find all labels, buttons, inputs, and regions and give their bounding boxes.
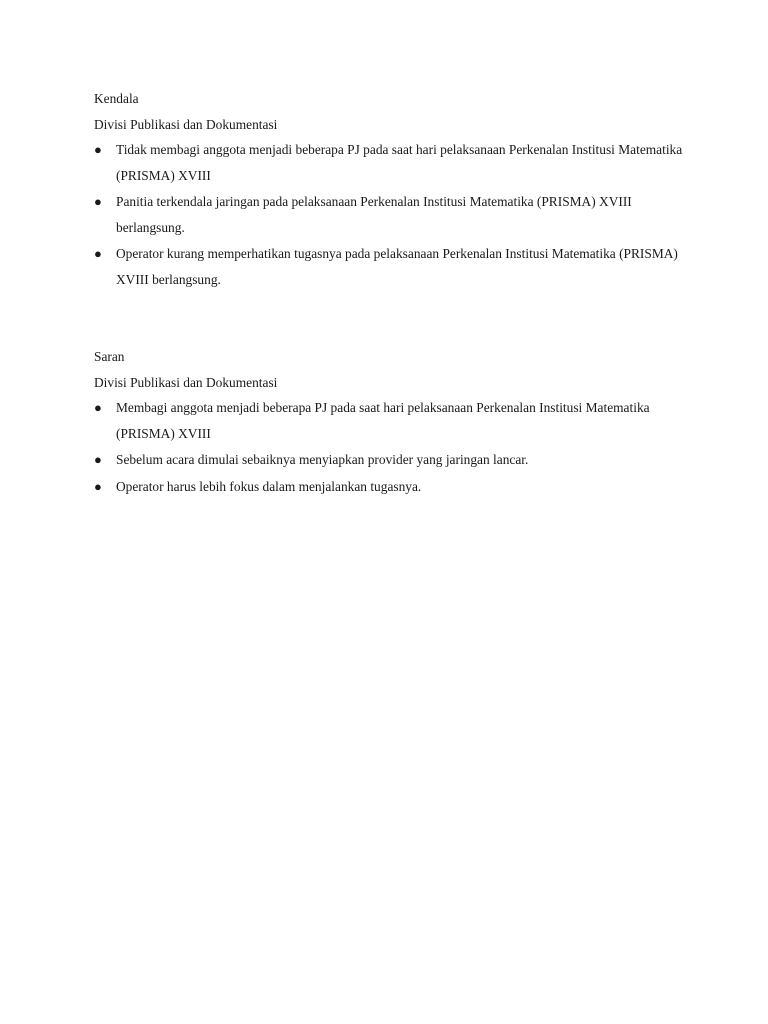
list-item [94,189,684,240]
section-heading: Kendala [94,91,139,106]
section-subheading: Divisi Publikasi dan Dokumentasi [94,116,278,132]
list-item [94,137,684,188]
list-item-text: Operator kurang memperhatikan tugasnya pada pelaksanaan Perkenalan Institusi Matematika (PRISMA) XVIII berlangsung. [116,246,678,287]
list-item-text: Panitia terkendala jaringan pada pelaksanaan Perkenalan Institusi Matematika (PRISMA) XVIII berlangsung. [116,194,632,235]
section-spacer [94,293,684,344]
bullet-list [94,137,684,292]
bullet-icon: ● [94,452,102,467]
bullet-list [94,395,684,499]
section-saran [94,344,684,499]
list-item [94,447,684,473]
bullet-icon: ● [94,478,102,494]
list-item-text: Tidak membagi anggota menjadi beberapa PJ pada saat hari pelaksanaan Perkenalan Institusi Matematika (PRISMA) XVIII [116,142,683,183]
bullet-icon: ● [94,142,102,157]
list-item [94,241,684,292]
document-page [94,86,684,500]
list-item [94,395,684,446]
section-kendala [94,86,684,292]
list-item-text: Membagi anggota menjadi beberapa PJ pada saat hari pelaksanaan Perkenalan Institusi Matematika (PRISMA) XVIII [116,400,650,441]
list-item-text: Operator harus lebih fokus dalam menjalankan tugasnya. [116,478,422,494]
list-item [94,474,684,500]
bullet-icon: ● [94,194,102,209]
section-heading: Saran [94,349,125,364]
list-item-text: Sebelum acara dimulai sebaiknya menyiapkan provider yang jaringan lancar. [116,452,529,467]
section-subheading: Divisi Publikasi dan Dokumentasi [94,374,278,390]
bullet-icon: ● [94,246,102,261]
bullet-icon: ● [94,400,102,415]
